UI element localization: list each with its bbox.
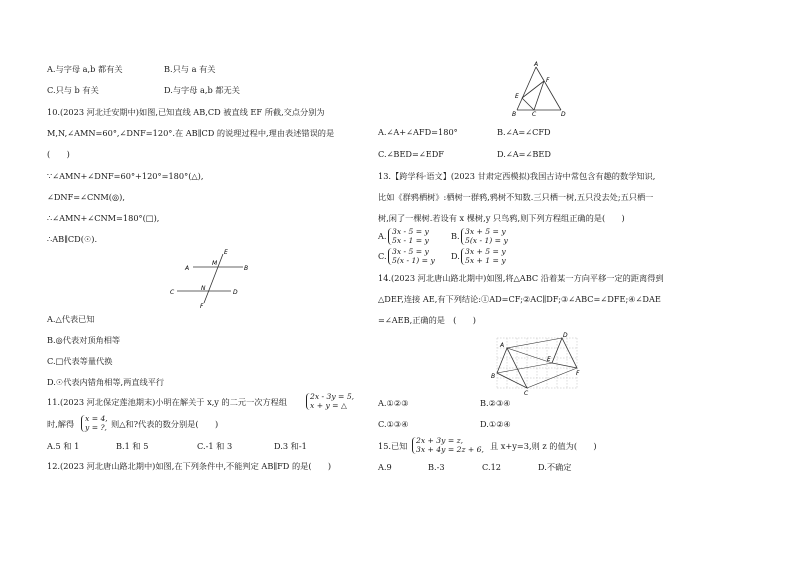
label-m: M [212,260,218,267]
q15-option-b[interactable]: B.-3 [428,462,445,472]
q11-sol-1: x = 4, [85,414,108,423]
q10-answer-paren: ( ) [47,149,70,159]
label-d: D [233,289,238,296]
q15-eq-2: 3x + 4y = 2z + 6, [416,444,484,454]
q11-option-c[interactable]: C.-1 和 3 [197,441,233,451]
q12-figure [508,58,570,118]
q13-b-eq-2: 5(x - 1) = y [465,235,508,245]
q14-stem-line-1: 14.(2023 河北唐山路北期中)如图,将△ABC 沿着某一方向平移一定的距离得到 [378,273,664,283]
q13-a-eq-2: 5x - 1 = y [392,235,429,245]
label-f: F [200,303,204,310]
q11-option-d[interactable]: D.3 和-1 [274,441,307,451]
q10-stem-line-1: 10.(2023 河北迁安期中)如图,已知直线 AB,CD 被直线 EF 所截,交点分别为 [47,107,325,117]
label-e: E [224,249,228,256]
label-b: B [491,373,496,380]
q10-proof-line-4: ∴AB∥CD(☉). [47,234,98,244]
label-a: A [185,265,190,272]
q10-proof-line-3: ∴∠AMN+∠CNM=180°(□), [47,213,160,223]
q12-option-c[interactable]: C.∠BED=∠EDF [378,149,444,159]
q13-option-c-label[interactable]: C. [378,251,387,261]
q14-stem-line-2: △DEF,连接 AE,有下列结论:①AD=CF;②AC∥DF;③∠ABC=∠DFE;④∠DAE [378,294,661,304]
q11-sol-2: y = ?, [85,422,107,432]
q10-figure [165,245,250,310]
label-f: F [576,370,580,377]
q15-stem-pre: 15.已知 [378,441,408,451]
q9-option-d[interactable]: D.与字母 a,b 都无关 [164,85,240,95]
q13-stem-line-2: 比如《群鸦栖树》:栖树一群鸦,鸦树不知数.三只栖一树,五只没去处;五只栖一 [378,192,654,202]
q10-option-d[interactable]: D.☉代表内错角相等,两直线平行 [47,377,165,387]
q11-equation-system [306,393,354,410]
q14-stem-line-3: =∠AEB,正确的是 ( ) [378,315,476,325]
q11-eq-2: x + y = △ [310,400,347,410]
q12-option-b[interactable]: B.∠A=∠CFD [497,127,551,137]
q10-proof-line-2: ∠DNF=∠CNM(◎), [47,192,125,202]
label-b: B [512,111,517,118]
grid [497,338,577,388]
q14-figure [490,330,582,396]
q15-option-c[interactable]: C.12 [482,462,501,472]
q11-stem-line-2-post: 则△和?代表的数分别是( ) [111,419,219,429]
label-e: E [515,93,519,100]
segment-ad [507,338,562,348]
q11-stem-line-2-pre: 时,解得 [47,419,75,429]
q14-option-c[interactable]: C.①③④ [378,419,409,429]
q13-b-eq-1: 3x + 5 = y [465,227,506,236]
label-n: N [201,285,206,292]
q13-option-a-label[interactable]: A. [378,231,387,241]
segment-ed [522,98,534,110]
q14-option-b[interactable]: B.②③④ [480,398,511,408]
q13-option-a-system[interactable] [388,228,429,245]
q9-option-b[interactable]: B.只与 a 有关 [164,64,216,74]
q14-option-a[interactable]: A.①②③ [378,398,409,408]
q12-option-a[interactable]: A.∠A+∠AFD=180° [378,127,458,137]
label-a: A [534,61,539,68]
q9-option-a[interactable]: A.与字母 a,b 都有关 [47,64,123,74]
q15-equation-system [412,437,484,454]
q11-eq-1: 2x - 3y = 5, [310,392,355,401]
q13-option-b-label[interactable]: B. [451,231,460,241]
q12-stem-line-1: 12.(2023 河北唐山路北期中)如图,在下列条件中,不能判定 AB∥FD 的是( ) [47,461,332,471]
q13-d-eq-2: 5x + 1 = y [465,255,506,265]
q11-option-a[interactable]: A.5 和 1 [47,441,80,451]
label-d: D [561,111,566,118]
label-c: C [524,390,529,396]
q15-eq-1: 2x + 3y = z, [416,436,464,445]
q11-option-b[interactable]: B.1 和 5 [116,441,149,451]
q13-option-d-system[interactable] [461,248,506,265]
q10-option-b[interactable]: B.◎代表对顶角相等 [47,335,121,345]
q13-stem-line-3: 树,闲了一棵树.若设有 x 棵树,y 只鸟鸦,则下列方程组正确的是( ) [378,213,625,223]
q10-proof-line-1: ∵∠AMN+∠DNF=60°+120°=180°(△), [47,171,204,181]
q13-stem-line-1: 13.【跨学科·语文】(2023 甘肃定西模拟)我国古诗中常包含有趣的数学知识, [378,171,656,181]
q13-c-eq-2: 5(x - 1) = y [392,255,435,265]
q13-option-b-system[interactable] [461,228,508,245]
q15-option-d[interactable]: D.不确定 [538,462,572,472]
q15-option-a[interactable]: A.9 [378,462,392,472]
q13-option-d-label[interactable]: D. [451,251,460,261]
q10-option-c[interactable]: C.□代表等量代换 [47,356,113,366]
label-c: C [532,111,537,118]
side-ab [517,67,536,110]
label-b: B [244,265,249,272]
q15-stem-post: 且 x+y=3,则 z 的值为( ) [490,441,597,451]
q13-a-eq-1: 3x - 5 = y [392,227,429,236]
triangle-def [552,338,577,368]
label-f: F [546,77,550,84]
side-ac [536,67,561,110]
q11-stem-line-1: 11.(2023 河北保定莲池期末)小明在解关于 x,y 的二元一次方程组 [47,397,288,407]
label-c: C [170,289,175,296]
segment-be [497,363,552,373]
q10-option-a[interactable]: A.△代表已知 [47,314,95,324]
q9-option-c[interactable]: C.只与 b 有关 [47,85,99,95]
q10-stem-line-2: M,N,∠AMN=60°,∠DNF=120°.在 AB∥CD 的说理过程中,理由表述错误的是 [47,128,335,138]
q11-solution-system [81,415,108,432]
label-d: D [563,332,568,339]
label-e: E [547,356,551,363]
q13-option-c-system[interactable] [388,248,435,265]
label-a: A [500,342,505,349]
q13-c-eq-1: 3x - 5 = y [392,247,429,256]
q13-d-eq-1: 3x + 5 = y [465,247,506,256]
q12-option-d[interactable]: D.∠A=∠BED [497,149,551,159]
q14-option-d[interactable]: D.①②④ [480,419,511,429]
